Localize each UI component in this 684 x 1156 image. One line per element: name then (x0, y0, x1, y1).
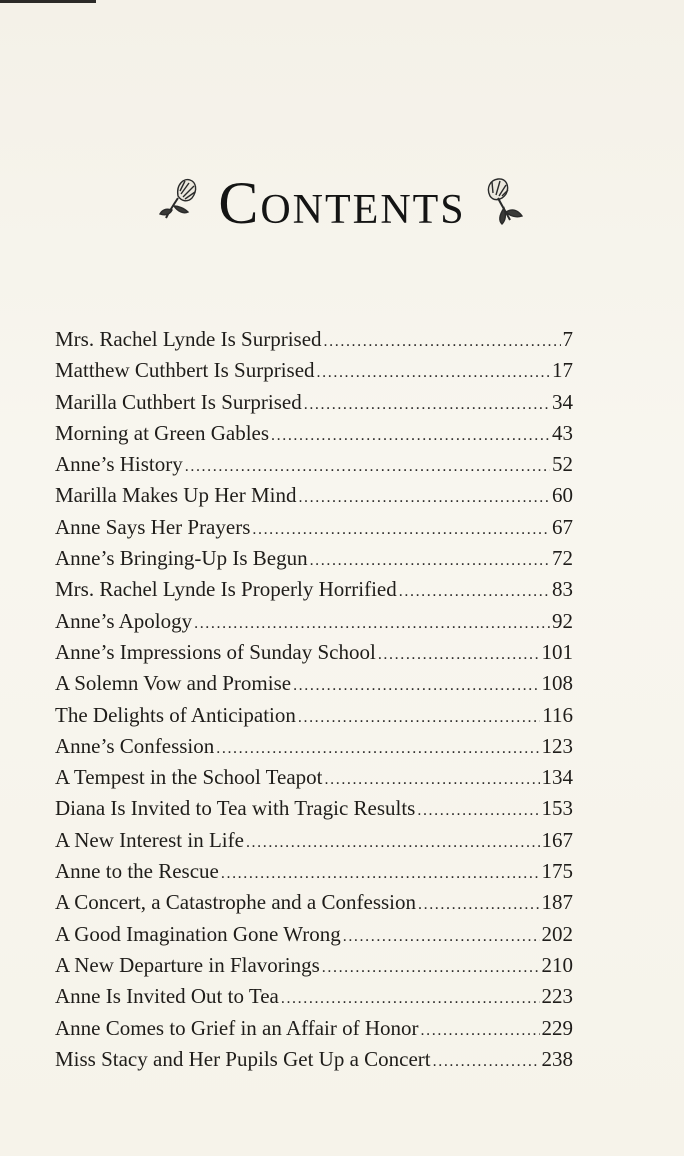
toc-entry[interactable] (55, 919, 573, 950)
chapter-title: Anne’s Apology (55, 608, 193, 633)
dot-leader (216, 733, 539, 764)
page-number: 72 (552, 546, 573, 571)
chapter-title: Anne’s Confession (55, 733, 215, 758)
toc-entry[interactable] (55, 324, 573, 355)
thistle-flower-icon-right (476, 174, 528, 232)
page-number: 52 (552, 452, 573, 477)
toc-entry[interactable] (55, 762, 573, 793)
dot-leader (325, 764, 540, 795)
page-number: 238 (541, 1046, 573, 1071)
chapter-title: Anne Says Her Prayers (55, 514, 251, 539)
page-number: 167 (541, 827, 573, 852)
chapter-title: Matthew Cuthbert Is Surprised (55, 358, 315, 383)
page-number: 17 (552, 358, 573, 383)
dot-leader (310, 545, 550, 576)
chapter-title: Mrs. Rachel Lynde Is Properly Horrified (55, 577, 397, 602)
toc-entry[interactable] (55, 543, 573, 574)
chapter-title: Anne’s Impressions of Sunday School (55, 639, 376, 664)
toc-entry[interactable] (55, 637, 573, 668)
toc-entry[interactable] (55, 731, 573, 762)
page-number: 101 (541, 639, 573, 664)
page-number: 83 (552, 577, 573, 602)
chapter-title: A Concert, a Catastrophe and a Confession (55, 890, 416, 915)
dot-leader (418, 889, 540, 920)
dot-leader (185, 451, 550, 482)
page-number: 67 (552, 514, 573, 539)
page-edge-rule (0, 0, 96, 3)
toc-entry[interactable] (55, 387, 573, 418)
page-number: 229 (541, 1015, 573, 1040)
page-number: 134 (541, 765, 573, 790)
toc-entry[interactable] (55, 700, 573, 731)
dot-leader (194, 608, 550, 639)
toc-entry[interactable] (55, 1044, 573, 1075)
table-of-contents (55, 324, 573, 1075)
dot-leader (433, 1046, 540, 1077)
page-number: 210 (541, 952, 573, 977)
chapter-title: A New Departure in Flavorings (55, 952, 320, 977)
chapter-title: Anne Comes to Grief in an Affair of Honor (55, 1015, 419, 1040)
chapter-title: Marilla Cuthbert Is Surprised (55, 389, 302, 414)
chapter-title: Morning at Green Gables (55, 420, 270, 445)
dot-leader (322, 952, 540, 983)
dot-leader (324, 326, 561, 357)
dot-leader (281, 983, 540, 1014)
chapter-title: Anne to the Rescue (55, 859, 219, 884)
dot-leader (304, 389, 550, 420)
page-number: 175 (541, 859, 573, 884)
chapter-title: A New Interest in Life (55, 827, 244, 852)
chapter-title: Miss Stacy and Her Pupils Get Up a Concert (55, 1046, 431, 1071)
page-number: 116 (542, 702, 573, 727)
toc-entry[interactable] (55, 793, 573, 824)
page-number: 153 (541, 796, 573, 821)
chapter-title: A Solemn Vow and Promise (55, 671, 292, 696)
chapter-title: Mrs. Rachel Lynde Is Surprised (55, 327, 322, 351)
heading-row (0, 168, 684, 238)
page-number: 92 (552, 608, 573, 633)
chapter-title: Anne’s History (55, 452, 183, 477)
dot-leader (343, 921, 540, 952)
dot-leader (298, 702, 540, 733)
dot-leader (271, 420, 550, 451)
page-number: 34 (552, 389, 573, 414)
chapter-title: A Good Imagination Gone Wrong (55, 921, 341, 946)
page-number: 202 (541, 921, 573, 946)
toc-entry[interactable] (55, 480, 573, 511)
dot-leader (399, 576, 550, 607)
dot-leader (293, 670, 539, 701)
dot-leader (317, 357, 550, 388)
dot-leader (221, 858, 540, 889)
chapter-title: Anne’s Bringing-Up Is Begun (55, 546, 308, 571)
page-number: 187 (541, 890, 573, 915)
page-number: 60 (552, 483, 573, 508)
chapter-title: The Delights of Anticipation (55, 702, 296, 727)
toc-entry[interactable] (55, 1013, 573, 1044)
chapter-title: Diana Is Invited to Tea with Tragic Results (55, 796, 416, 821)
toc-entry[interactable] (55, 449, 573, 480)
chapter-title: Anne Is Invited Out to Tea (55, 984, 279, 1009)
toc-entry[interactable] (55, 981, 573, 1012)
dot-leader (421, 1015, 540, 1046)
page-number: 108 (541, 671, 573, 696)
toc-entry[interactable] (55, 856, 573, 887)
page-number: 223 (541, 984, 573, 1009)
dot-leader (246, 827, 540, 858)
dot-leader (252, 514, 550, 545)
toc-entry[interactable] (55, 825, 573, 856)
dot-leader (298, 482, 550, 513)
chapter-title: Marilla Makes Up Her Mind (55, 483, 297, 508)
dot-leader (378, 639, 540, 670)
page-number: 43 (552, 420, 573, 445)
toc-entry[interactable] (55, 418, 573, 449)
page-number: 7 (562, 327, 573, 351)
toc-entry[interactable] (55, 574, 573, 605)
chapter-title: A Tempest in the School Teapot (55, 765, 323, 790)
toc-entry[interactable] (55, 512, 573, 543)
toc-entry[interactable] (55, 668, 573, 699)
toc-entry[interactable] (55, 355, 573, 386)
page-title: Contents (218, 170, 466, 236)
toc-entry[interactable] (55, 606, 573, 637)
page-number: 123 (541, 733, 573, 758)
thistle-flower-icon (156, 174, 208, 232)
dot-leader (417, 795, 539, 826)
toc-entry[interactable] (55, 950, 573, 981)
toc-entry[interactable] (55, 887, 573, 918)
